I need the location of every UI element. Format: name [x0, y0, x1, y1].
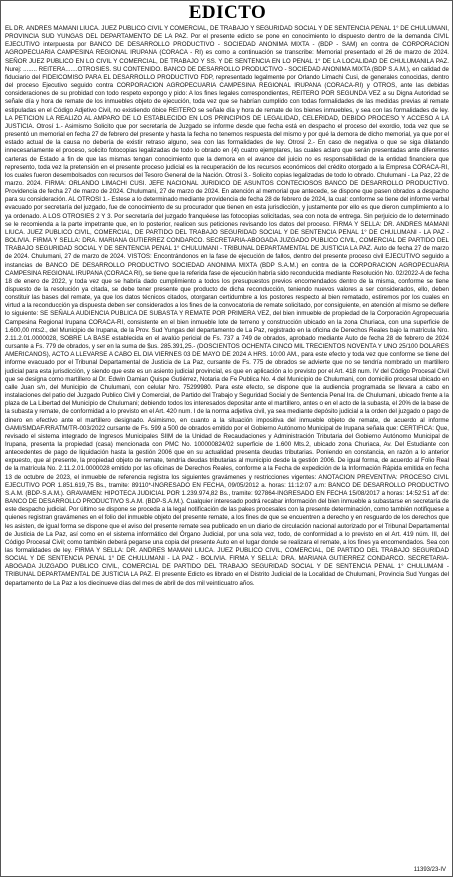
publication-code: 11393/23-IV	[413, 867, 446, 873]
edict-body	[5, 25, 449, 865]
edict-paragraph: EL DR. ANDRES MAMANI LIUCA. JUEZ PUBLICO CIVIL Y COMERCIAL, DE TRABAJO Y SEGURIDAD SOCIAL Y DE SENTENCIA PENAL 1° DE CHULUMANI, PROVINCIA SUD YUNGAS DEL DEPARTAMENTO DE LA PAZ. Por el presente edicto se pone en conocimiento lo dispuesto dentro de la demanda CIVIL EJECUTIVO interpuesta por BANCO DE DESARROLLO PRODUCTIVO - SOCIEDAD ANONIMA MIXTA - (BDP - SAM) en contra de CORPORACION AGROPECUARIA CAMPESINA REGIONAL IRUPANA (CORACA - RI) es como a continuación se transcribe: Memorial presentado el 26 de marzo de 2024. SEÑOR JUEZ PUBLICO EN LO CIVIL Y COMERCIAL, DE TRABAJO Y SS. Y DE SENTENCIA EN LO PENAL 1° DE LA LOCALIDAD DE CHULUMANILA PAZ. Nurej: ........ REITERA.......OTROSIES. SU CONTENIDO. BANCO DE DESARROLLO PRODUCTIVO - SOCIEDAD ANONIMA MIXTA (BDP S.A.M.), en calidad de fiduciario del FIDEICOMISO PARA EL DESARROLLO PRODUCTIVO FDP, representado legalmente por Orlando Limachi Cusi, de generales conocidas, dentro del proceso Ejecutivo seguido contra CORPORACION AGROPECUARIA CAMPESINA REGIONAL IRUPANA (CORACA-RI) y OTROS, ante las debidas consideraciones de su probidad con todo respeto expongo y pido: A los fines legales correspondientes, REITERO POR SEGUNDA VEZ a su Digna Autoridad se señale día y hora de remate de los inmuebles objeto de ejecución, toda vez que se habrían cumplido con todas formalidades de las medidas previas al remate estipuladas en el Código Adjetivo Civil, no existiendo óbice REITERO se señale día y hora de remate de los bienes inmuebles, y sea con las formalidades de ley. LA PETICION LA REALIZO AL AMPARO DE LO ESTABLECIDO EN LOS PRINCIPIOS DE LEGALIDAD, CELERIDAD, DEBIDO PROCESO Y ACCESO A LA JUSTICIA. Otrosí 1.- Asimismo Solicito que por secretaría de Juzgado se informe desde que fecha está en despacho el proceso del exordio, toda vez que se presentó un memorial en fecha 27 de febrero del presente y hasta la fecha no tenemos respuesta del mismo y por qué la demora de dicho memorial, ya que por el estado actual de la causa no debería de existir retraso alguno, sea con las formalidades de ley. Otrosí 2.- En caso de negativa o que se siga dilatando innecesariamente el proceso, solicito fotocopias legalizadas de todo lo obrado en (4) cuatro ejemplares, las cuales aclaro que serán presentadas ante diferentes carteras de Estado a fin de que las mismas tengan conocimiento que la demora en el avance del juicio no es responsabilidad de la entidad financiera que represento, toda vez la pretensión en el presente proceso judicial es la recuperación de los recursos económicos del crédito otorgado a la Empresa CORACA-RI, los cuales fueron desembolsados con recursos del Tesoro General de la Nación. Otrosí 3.- Solicito copias legalizadas de todo lo obrado. Chulumani - La Paz, 22 de marzo. 2024. FIRMA: ORLANDO LIMACHI CUSI. JEFE NACIONAL JURIDICO DE ASUNTOS CONTECIOSOS BANCO DE DESARROLLO PRODUCTIVO. Providencia de fecha 27 de marzo de 2024. Chulumani, 27 de marzo de 2024. En atención al memorial que antecede, se dispone que pasen obrados a despacho para su consideración. AL OTROSI 1.- Estese a lo determinado mediante providencia de fecha 28 de febrero de 2024, la cual: conforme se tiene del informe verbal evacuado por secretaría del juzgado, fue de conocimiento de su procurador que tienen en esta jurisdicción, y justamente por ello es que dieron cumplimiento a lo ya ordenado. A LOS OTROSIES 2 Y 3. Por secretaría del juzgado franquéese las fotocopias solicitadas, sea con nota de entrega. Sin perjuicio de lo determinado se le recomienda a la parte impetrante que, en lo posterior, realicen sus peticiones revisando los datos del proceso. FIRMA Y SELLA: DR. ANDRES MAMANI LIUCA. JUEZ PUBLICO CIVIL, COMERCIAL, DE PARTIDO DEL TRABAJO SEGURIDAD SOCIAL Y DE SENTENCIA PENAL 1° DE CHULUMANI - LA PAZ - BOLIVIA. FIRMA Y SELLA: DRA. MARIANA GUTIERREZ CONDARCO. SECRETARIA-ABOGADA JUZGADO PUBLICO CIVIL, COMERCIAL DE PARTIDO DEL TRABAJO SEGURIDAD SOCIAL Y DE SENTENCIA PENAL 1° CHULUMANI - TRIBUNAL DEPARTAMENTAL DE JUSTICIA LA PAZ. Auto de fecha 27 de marzo de 2024. Chulumani, 27 de marzo de 2024. VISTOS: Encontrándonos en la fase de ejecución de fallos, dentro del presente proceso civil EJECUTIVO seguido a instancias de BANCO DE DESARROLLO PRODUCTIVO SOCIEDAD ANONIMA MIXTA (BDP S.A.M.) en contra de la CORPORACION AGROPECUARIA CAMPESINA REGIONAL IRUPANA (CORACA RI), se tiene que la referida fase de ejecución habría sido reconducida mediante Resolución No. 02/2022-A de fecha 18 de enero de 2022, y toda vez que se habría dado cumplimiento a todos los presupuestos previos encomendados dentro de la misma, conforme se tiene dispuesto de la resolución ya citada, se debe tener presente que producto de dicha reconducción, teniendo nuevos valores a ser considerados, ello, deben constituir las bases del remate, ya que los datos técnicos citados, otorgaran certidumbre a los postores respecto al bien rematado, estiremos por los cuales en virtud a la reconducción ya dispuesta deben ser considerados a los fines de la convocatoria de remate solicitado, por consiguiente, en atención al mismo se deflere lo siguiente: SE SEÑALA AUDIENCIA PUBLICA DE SUBASTA Y REMATE POR PRIMERA VEZ, del bien inmueble de propiedad de la Corporación Agropecuaria Campesina Regional Irupana CORACA-RI, consistente en el bien inmueble lote de terreno y construcción ubicado en la zona Churiaca, con una superficie de 1.600,00 mts2., del Municipio de Irupana, de la Prov. Sud Yungas del departamento de La Paz, registrado en la oficina de Derechos Reales bajo la matrícula Nro. 2.11.2.01.0000028, SOBRE LA BASE establecida en el avalúo pericial de Fs. 737 a 749 de obrados, aprobado mediante Auto de fecha 28 de febrero de 2024 cursante a Fs. 779 de obrados, y ser en la suma de $us. 285.391,25.- (DOSCIENTOS OCHENTA CINCO MIL TRECIENTOS NOVENTA Y UNO 25/100 DOLARES AMERICANOS), ACTO A LLEVARSE A CABO EL DIA VIERNES 03 DE MAYO DE 2024 A HRS. 10:00 AM., para este efecto y toda vez que conforme se tiene del informe evacuado por el Tribunal Departamental de Justicia de La Paz, cursante de Fs. 775 de obrados se advierte que no se tendría nombrado un martillero judicial para esta jurisdicción, y siendo que este es un asiento judicial provincial, es que en aplicación a lo previsto por el Art. 418 num. IV del Código Procesal Civil que se designa como martillero al Dr. Edwin Damian Quispe Gutiérrez, Notaria de Fe Publica No. 4 del Municipio de Chulumani, con domicilio procesal ubicado en calle Juan s/n, del Municipio de Chulumani, con celular Nro. 75299980. Para este efecto, se dispone que la audiencia programada se llevara a cabo en instalaciones del patio del Juzgado Publico Civil y Comercial, de Partido del Trabajo y Seguridad Social y de Sentencia Penal Ira. de Chulumani, ubicado frente a la plaza de La Libertad del Municipio de Chulumani; debiendo todos los interesados depositar ante el martillero, antes o en el acto de la subasta, el 20% de la base de la subasta y remate, de conformidad a lo previsto en el Art. 420 num. I de la norma adjetiva civil, ya sea mediante depósito judicial a la orden del juzgado o pago de dinero en efectivo ante el martillero designado. Asimismo, en cuanto a la situación impositiva del inmueble objeto de remate, de acuerdo al informe GAMI/SMDAF/RRATM/TR-003/2022 cursante de Fs. 599 a 500 de obrados emitido por el Gobierno Autónomo Municipal de Irupana señala que: CERTIFICA: Que, revisado el sistema integrado de Ingresos Municipales SIIM de la Unidad de Recaudaciones y Administración Tributaria del Gobierno Autónomo Municipal de Irupana, presenta la propiedad (casa) mencionada con PMC No. 100000824/02 superficie de 1.600 Mts.2, ubicado zona Churiaca, Av. Del Estudiante con antecedentes de pago de liquidación hasta la gestión 2006 que en su actualidad presenta deudas tributarias. Poniendo en constancia, en razón a lo anterior expuesto, que al presente, la propiedad objeto de remate, tendría deudas tributarias al municipio desde la gestión 2006. De igual forma, de acuerdo al Folio Real de la matrícula No. 2.11.2.01.0000028 emitido por las oficinas de Derechos Reales, conforme a la Fecha de expedición de la Información Rápida emitida en fecha 13 de octubre de 2023, el inmueble de referencia registra los siguientes gravámenes y restricciones vigentes: ANOTACION PREVENTIVA: PROCESO CIVIL EJECUTIVO POR 1.851.619,75 Bs., tramite: 89110*-INGRESADO EN FECHA, 09/05/2012 a. horas: 11:12:07 a.m: BANCO DE DESARROLLO PRODUCTIVO S.A.M. (BDP-S.A.M.). GRAVAMEN: HIPOTECA JUDICIAL POR 1.239.974,82 Bs., tramite: 927864-INGRESADO EN FECHA 15/08/2017 a horas: 14:52:51 a/f de: BANCO DE DESARROLLO PRODUCTIVO S.A.M. (BDP-S.A.M.). Cualquier interesado podrá recabar información del bien inmueble a subastarse en secretaría de este despacho judicial. Por último se dispone se proceda a la legal notificación de las pakes procesales con la presente determinación, como también notifiquese a quienes registran gravámenes en el folio del inmueble objeto del presente remate, a los fines de que se encuentren a derecho y en resguardo de los derechos que les asisten, de igual forma se dispone que el aviso del presente remate sea publicado en un diario de circulación nacional autorizado por el Tribunal Departamental de Justicia de La Paz, así como en el sistema informático del Órgano Judicial, por una sola vez, todo, de conformidad a lo previsto en el Art. 419 núm. III, del Código Procesal Civil; como también deberá pegarse una copia del presente Auto en el lugar donde se realizara el remate, a los fines ya encomendados. Sea con las formalidades de ley. FIRMA Y SELLA: DR. ANDRES MAMANI LIUCA. JUEZ PUBLICO CIVIL, COMERCIAL, DE PARTIDO DEL TRABAJO SEGURIDAD SOCIAL Y DE SENTENCIA PENAL 1° DE CHULUMANI - LA PAZ - BOLIVIA. FIRMA Y SELLA: DRA. MARIANA GUTIERREZ CONDARCO. SECRETARIA-ABOGADA JUZGADO PUBLICO CIVIL, COMERCIAL DE PARTIDO DEL TRABAJO SEGURIDAD SOCIAL Y DE SENTENCIA PENAL 1° CHULUMANI - TRIBUNAL DEPARTAMENTAL DE JUSTICIA LA PAZ. El presente Edicto es librado en el Distrito Judicial de la Localidad de Chulumani, Provincia Sud Yungas del departamento de La Paz a los diecinueve días del mes de abril de dos mil veinticuatro años.	[5, 25, 449, 587]
edict-title: EDICTO	[188, 2, 267, 23]
